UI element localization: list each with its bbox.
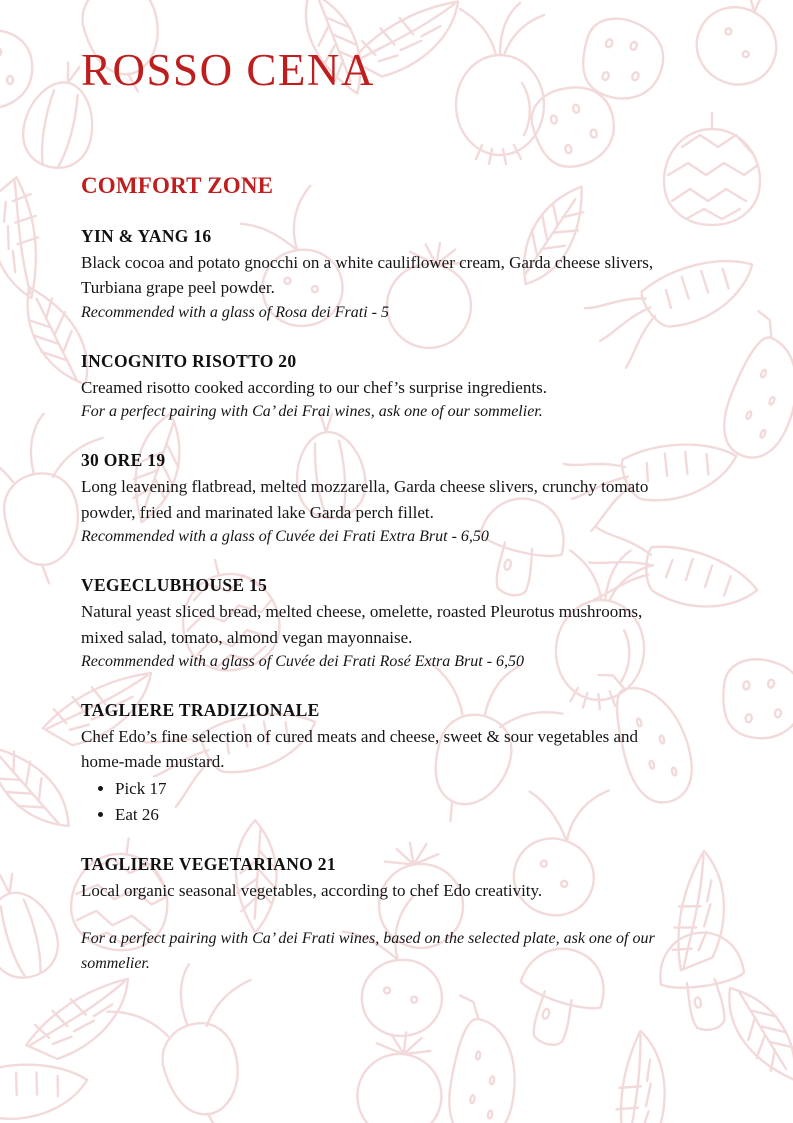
- menu-item: [81, 698, 681, 828]
- menu-item-description: Chef Edo’s fine selection of cured meats and cheese, sweet & sour vegetables and home-made mustard.: [81, 726, 639, 772]
- menu-item: [81, 852, 681, 903]
- page-title: ROSSO CENA: [81, 45, 375, 95]
- menu-item: [81, 224, 681, 325]
- menu-item: [81, 349, 681, 424]
- list-item: • Pick 17: [115, 776, 681, 802]
- menu-item-name: TAGLIERE TRADIZIONALE: [81, 700, 320, 721]
- menu-item-description: Long leavening flatbread, melted mozzarella, Garda cheese slivers, crunchy tomato powder, fried and marinated lake Garda perch fillet.: [81, 477, 649, 522]
- menu-item-name: 30 ORE 19: [81, 450, 166, 471]
- section-heading-comfort-zone: COMFORT ZONE: [81, 173, 274, 198]
- menu-item-pairing: Recommended with a glass of Cuvée dei Frati Rosé Extra Brut - 6,50: [81, 653, 525, 671]
- menu-item-option-list: [81, 776, 681, 828]
- menu-item-list: [81, 224, 681, 977]
- menu-item-description: Creamed risotto cooked according to our chef’s surprise ingredients.: [81, 377, 547, 397]
- menu-item-description: Local organic seasonal vegetables, according to chef Edo creativity.: [81, 880, 543, 900]
- list-item: • Eat 26: [115, 802, 681, 828]
- sommelier-footnote: For a perfect pairing with Ca’ dei Frati wines, based on the selected plate, ask one of our sommelier.: [81, 930, 655, 972]
- menu-item-pairing: For a perfect pairing with Ca’ dei Frai wines, ask one of our sommelier.: [81, 403, 543, 421]
- menu-item-name: TAGLIERE VEGETARIANO 21: [81, 853, 336, 874]
- menu-item-name: VEGECLUBHOUSE 15: [81, 575, 268, 596]
- menu-item: [81, 448, 681, 549]
- menu-item-name: INCOGNITO RISOTTO 20: [81, 350, 297, 371]
- menu-item-description: Natural yeast sliced bread, melted cheese, omelette, roasted Pleurotus mushrooms, mixed salad, tomato, almond vegan mayonnaise.: [81, 602, 643, 647]
- menu-item-name: YIN & YANG 16: [81, 226, 212, 246]
- menu-item-pairing: Recommended with a glass of Cuvée dei Frati Extra Brut - 6,50: [81, 528, 489, 546]
- menu-item-description: Black cocoa and potato gnocchi on a white cauliflower cream, Garda cheese slivers, Turbiana grape peel powder.: [81, 252, 654, 298]
- menu-item: [81, 573, 681, 674]
- menu-item-pairing: Recommended with a glass of Rosa dei Frati - 5: [81, 303, 389, 321]
